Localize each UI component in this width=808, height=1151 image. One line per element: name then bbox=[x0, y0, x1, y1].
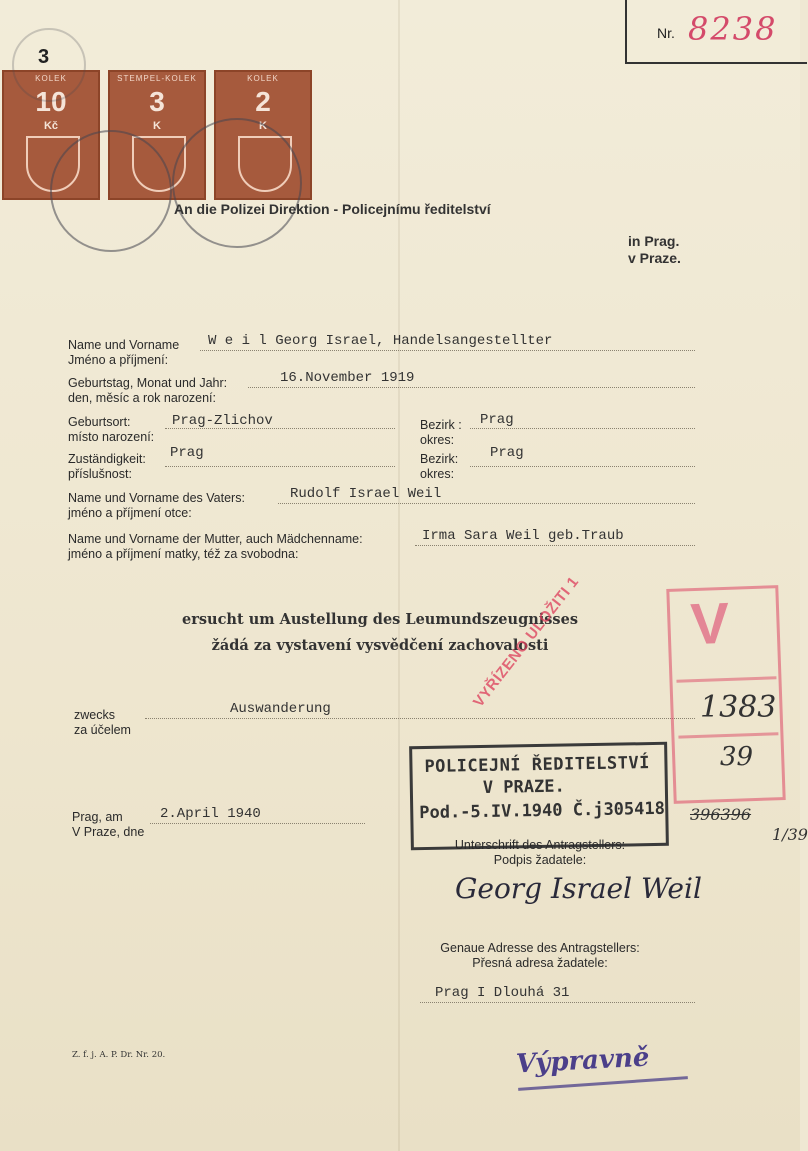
address-dotted-line bbox=[420, 1002, 695, 1003]
stamp-value: 3 bbox=[149, 86, 165, 117]
domicile-district-dotted-line bbox=[470, 466, 695, 467]
stamp-currency: K bbox=[259, 120, 267, 132]
father-value: Rudolf Israel Weil bbox=[290, 486, 442, 502]
addressee-city-cs: v Praze. bbox=[628, 250, 681, 266]
address-label-cs: Přesná adresa žadatele: bbox=[472, 956, 608, 970]
police-stamp-line3: Pod.-5.IV.1940 Č.j305418 bbox=[419, 798, 666, 824]
mother-label-de: Name und Vorname der Mutter, auch Mädchenname: bbox=[68, 532, 363, 546]
birth-date-label-de: Geburtstag, Monat und Jahr: bbox=[68, 376, 228, 390]
birth-place-dotted-line bbox=[165, 428, 395, 429]
stamp-currency: Kč bbox=[43, 120, 59, 132]
address-label-de: Genaue Adresse des Antragstellers: bbox=[440, 941, 640, 955]
number-label: Nr. bbox=[657, 25, 675, 41]
place-date-label-cs: V Praze, dne bbox=[72, 825, 145, 839]
form-code: Z. f. j. A. P. Dr. Nr. 20. bbox=[72, 1050, 166, 1060]
cancellation-seal-icon bbox=[172, 118, 302, 248]
stamp-header: KOLEK bbox=[247, 74, 279, 83]
father-dotted-line bbox=[278, 503, 695, 504]
request-de: ersucht um Austellung des Leumundszeugnisses bbox=[182, 611, 578, 628]
name-label-cs: Jméno a příjmení: bbox=[68, 353, 169, 367]
birth-district-label-de: Bezirk : bbox=[420, 418, 462, 432]
stamp-value: 2 bbox=[255, 86, 271, 117]
father-label-cs: jméno a příjmení otce: bbox=[68, 506, 192, 520]
signature-label-de: Unterschrift des Antragstellers: bbox=[454, 838, 626, 852]
name-label-de: Name und Vorname bbox=[68, 338, 180, 352]
paper-fold bbox=[398, 0, 400, 1151]
domicile-label-de: Zuständigkeit: bbox=[68, 452, 146, 466]
handwritten-struck-number: 396396 bbox=[690, 805, 752, 824]
place-date-dotted-line bbox=[150, 823, 365, 824]
red-stamp-divider bbox=[676, 676, 776, 682]
police-stamp-line1: POLICEJNÍ ŘEDITELSTVÍ bbox=[424, 753, 651, 777]
domicile-dotted-line bbox=[165, 466, 395, 467]
faint-seal-icon bbox=[12, 28, 86, 102]
birth-district-value: Prag bbox=[480, 412, 514, 428]
handwritten-number-39: 39 bbox=[720, 742, 754, 772]
police-directorate-stamp bbox=[409, 742, 669, 850]
stamp-header: STEMPEL-KOLEK bbox=[117, 74, 197, 83]
birth-district-dotted-line bbox=[470, 428, 695, 429]
handwritten-fraction: 1/39 bbox=[772, 825, 808, 844]
addressee-city-de: in Prag. bbox=[628, 233, 680, 249]
birth-date-value: 16.November 1919 bbox=[280, 370, 415, 386]
place-date-label-de: Prag, am bbox=[72, 810, 123, 824]
birth-district-label-cs: okres: bbox=[420, 433, 455, 447]
red-stamp-divider bbox=[678, 732, 778, 738]
address-value: Prag I Dlouhá 31 bbox=[435, 985, 570, 1001]
name-dotted-line bbox=[200, 350, 695, 351]
domicile-district-label-de: Bezirk: bbox=[420, 452, 459, 466]
father-label-de: Name und Vorname des Vaters: bbox=[68, 491, 245, 505]
purpose-label-cs: za účelem bbox=[74, 723, 131, 737]
number-value: 8238 bbox=[688, 10, 778, 48]
domicile-district-label-cs: okres: bbox=[420, 467, 455, 481]
name-value: W e i l Georg Israel, Handelsangestellter bbox=[208, 333, 553, 349]
police-stamp-line2: V PRAZE. bbox=[482, 776, 565, 798]
birth-place-label-de: Geburtsort: bbox=[68, 415, 131, 429]
request-cs: žádá za vystavení vysvědčení zachovalosti bbox=[211, 637, 549, 654]
birth-date-label-cs: den, měsíc a rok narození: bbox=[68, 391, 216, 405]
stamp-currency: K bbox=[153, 120, 161, 132]
stamp-value: 10 bbox=[35, 86, 67, 117]
applicant-signature: Georg Israel Weil bbox=[455, 872, 702, 905]
birth-date-dotted-line bbox=[248, 387, 695, 388]
cancellation-seal-icon bbox=[50, 130, 172, 252]
place-date-value: 2.April 1940 bbox=[160, 806, 261, 822]
dispatch-stamp: Výpravně bbox=[515, 1042, 651, 1080]
birth-place-label-cs: místo narození: bbox=[68, 430, 155, 444]
signature-label-cs: Podpis žadatele: bbox=[493, 853, 587, 867]
purpose-dotted-line bbox=[145, 718, 695, 719]
domicile-district-value: Prag bbox=[490, 445, 524, 461]
mother-value: Irma Sara Weil geb.Traub bbox=[422, 528, 624, 544]
corner-number: 3 bbox=[38, 46, 50, 68]
addressee-line: An die Polizei Direktion - Policejnímu ředitelství bbox=[174, 201, 491, 217]
birth-place-value: Prag-Zlichov bbox=[172, 413, 273, 429]
mother-label-cs: jméno a příjmení matky, též za svobodna: bbox=[68, 547, 299, 561]
mother-dotted-line bbox=[415, 545, 695, 546]
handwritten-number-1383: 1383 bbox=[700, 690, 777, 725]
domicile-label-cs: příslušnost: bbox=[68, 467, 132, 481]
red-stamp-letter: V bbox=[689, 590, 731, 658]
domicile-value: Prag bbox=[170, 445, 204, 461]
stamp-header: KOLEK bbox=[35, 74, 67, 83]
purpose-value: Auswanderung bbox=[230, 701, 331, 717]
vyrizeno-stamp: VYŘÍZENO ULOŽITI 1 bbox=[470, 573, 583, 711]
purpose-label-de: zwecks bbox=[74, 708, 115, 722]
